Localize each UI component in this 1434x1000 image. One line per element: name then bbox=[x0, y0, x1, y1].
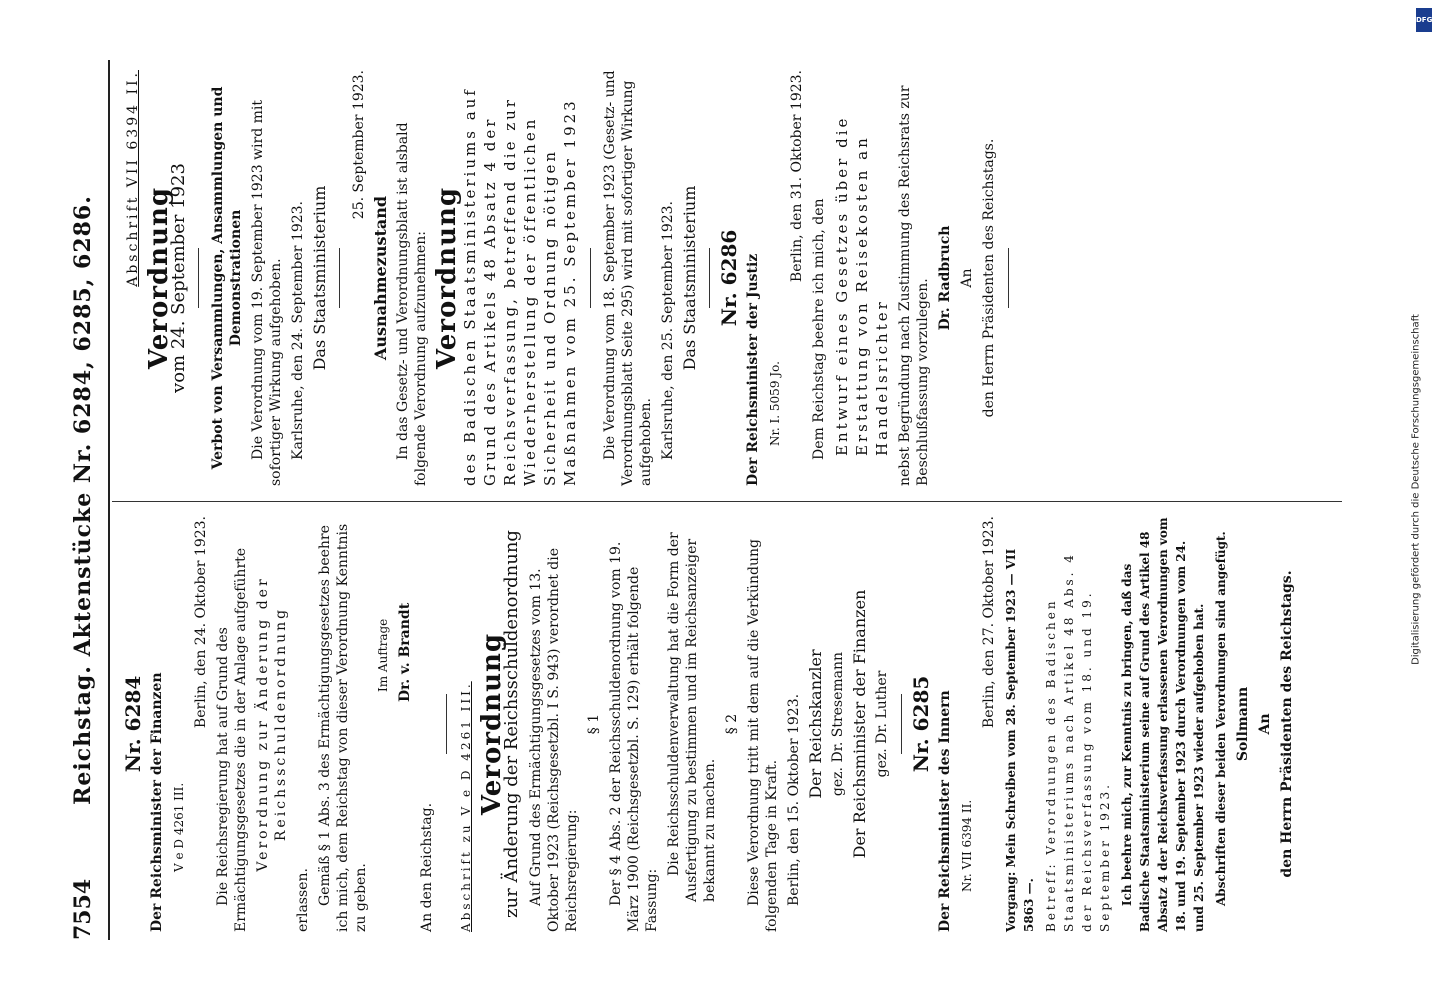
signatory-title: Das Staatsministerium bbox=[680, 185, 699, 371]
signatory-name: gez. Dr. Stresemann bbox=[830, 651, 846, 797]
section-heading: Ausnahmezustand bbox=[371, 195, 390, 361]
separator bbox=[198, 248, 199, 308]
separator bbox=[1008, 248, 1009, 308]
body-paragraph: Auf Grund des Ermächtigungsgesetzes vom 13. Oktober 1923 (Reichsgesetzbl. I S. 943) verordnet die Reichsregierung: bbox=[528, 547, 580, 932]
reference: Nr. I. 5059 Jo. bbox=[768, 361, 782, 446]
sender: Der Reichsminister der Finanzen bbox=[149, 672, 165, 932]
addressee: An den Reichstag. bbox=[419, 802, 435, 932]
page-heading: Reichstag. Aktenstücke Nr. 6284, 6285, 6286. bbox=[70, 195, 96, 805]
emphasized-title: Verordnung zur Änderung der Reichsschuldenordnung bbox=[255, 576, 289, 872]
body-paragraph: Diese Verordnung tritt mit dem auf die Verkündung folgenden Tage in Kraft. bbox=[746, 538, 780, 932]
ordinance-subtitle: vom 24. September 1923 bbox=[168, 163, 189, 393]
date-line: Karlsruhe, den 24. September 1923. bbox=[290, 201, 306, 460]
separator bbox=[901, 694, 902, 754]
document-number-6286: Nr. 6286 bbox=[717, 229, 741, 327]
document-number-6285: Nr. 6285 bbox=[909, 675, 933, 773]
signatory-title: Der Reichsminister der Finanzen bbox=[850, 589, 869, 859]
ordinance-title: Verordnung bbox=[144, 186, 174, 370]
body-paragraph: erlassen. bbox=[295, 868, 311, 932]
bill-title: Entwurf eines Gesetzes über die Erstattung von Reisekosten an Handelsrichter bbox=[833, 115, 891, 456]
ordinance-subtitle: zur Änderung der Reichsschuldenordnung bbox=[501, 530, 522, 918]
body-paragraph: nebst Begründung nach Zustimmung des Reichsrats zur Beschlußfassung vorzulegen. bbox=[897, 85, 931, 486]
body-paragraph: Dem Reichstag beehre ich mich, den bbox=[811, 198, 827, 460]
page-header bbox=[64, 60, 114, 940]
section-mark: § 1 bbox=[586, 713, 602, 735]
section-heading: Verbot von Versammlungen, Ansammlungen und Demonstrationen bbox=[210, 86, 244, 470]
header-rule bbox=[108, 60, 110, 940]
body-paragraph: In das Gesetz- und Verordnungsblatt ist alsbald folgende Verordnung aufzunehmen: bbox=[395, 122, 429, 486]
reference: V e D 4261 III. bbox=[172, 782, 186, 872]
separator bbox=[339, 248, 340, 308]
sender: Der Reichsminister des Innern bbox=[937, 690, 953, 932]
signature: Sollmann bbox=[1235, 686, 1251, 762]
an-label: An bbox=[959, 268, 975, 288]
addressee: den Herrn Präsidenten des Reichstags. bbox=[981, 138, 997, 418]
right-column bbox=[120, 70, 1019, 486]
abschrift-reference: Abschrift zu V e D 4261 III. bbox=[459, 681, 473, 932]
signatory-name: gez. Dr. Luther bbox=[874, 670, 890, 778]
page-number: 7554 bbox=[70, 878, 96, 940]
body-paragraph: Ich beehre mich, zur Kenntnis zu bringen, daß das Badische Staatsministerium seine auf Grund des Artikel 48 Absatz 4 der Reichsverfassung erlassenen Verordnungen vom 18. und 19. September 1923 durch Verordnungen vom 24. und 25. September 1923 wieder aufgehoben hat. bbox=[1120, 517, 1206, 932]
signature: Dr. Radbruch bbox=[937, 225, 953, 331]
digitization-note: Digitalisierung gefördert durch die Deutsche Forschungsgemeinschaft bbox=[1410, 314, 1422, 665]
column-divider bbox=[112, 501, 1342, 502]
date-line: Karlsruhe, den 25. September 1923. bbox=[660, 201, 676, 460]
ordinance-title: Verordnung bbox=[477, 632, 507, 816]
ordinance-title: Verordnung bbox=[432, 186, 462, 370]
body-paragraph: Die Verordnung vom 18. September 1923 (Gesetz- und Verordnungsblatt Seite 295) wird mit sofortiger Wirkung aufgehoben. bbox=[602, 70, 654, 486]
ordinance-description: des Badischen Staatsministeriums auf Grund des Artikels 48 Absatz 4 der Reichsverfassung, betreffend die zur Wiederherstellung der öffentlichen Sicherheit und Ordnung nötigen Maßnahmen vom 25. September 1923 bbox=[461, 87, 579, 486]
date-line: Berlin, den 24. Oktober 1923. bbox=[193, 516, 209, 729]
quoted-text: Die Reichsschuldenverwaltung hat die Form der Ausfertigung zu bestimmen und im Reichsanzeiger bekannt zu machen. bbox=[666, 532, 718, 902]
dfg-logo: DFG bbox=[1416, 8, 1432, 32]
separator bbox=[709, 248, 710, 308]
signatory-title: Der Reichskanzler bbox=[806, 649, 825, 799]
left-column bbox=[120, 516, 1300, 932]
sender: Der Reichsminister der Justiz bbox=[745, 253, 761, 486]
body-paragraph: Die Verordnung vom 19. September 1923 wird mit sofortiger Wirkung aufgehoben. bbox=[250, 99, 284, 486]
addressee: den Herrn Präsidenten des Reichstags. bbox=[1279, 570, 1295, 878]
signature: Dr. v. Brandt bbox=[397, 602, 413, 702]
body-paragraph: Abschriften dieser beiden Verordnungen sind angefügt. bbox=[1214, 531, 1228, 906]
section-mark: § 2 bbox=[724, 713, 740, 735]
date-line: 25. September 1923. bbox=[351, 70, 367, 220]
reference: Nr. VII 6394 II. bbox=[960, 799, 974, 892]
vorgang: Vorgang: Mein Schreiben vom 28. September 1923 — VII 5863 —. bbox=[1004, 548, 1036, 932]
body-paragraph: Gemäß § 1 Abs. 3 des Ermächtigungsgesetzes beehre ich mich, dem Reichstag von dieser Verordnung Kenntnis zu geben. bbox=[317, 523, 369, 932]
im-auftrage: Im Auftrage bbox=[376, 618, 390, 692]
date-line: Berlin, den 27. Oktober 1923. bbox=[981, 516, 997, 729]
signatory-title: Das Staatsministerium bbox=[310, 185, 329, 371]
rotated-document-page bbox=[64, 60, 1344, 940]
abschrift-reference: Abschrift VII 6394 II. bbox=[125, 70, 141, 287]
body-paragraph: Der § 4 Abs. 2 der Reichsschuldenordnung vom 19. März 1900 (Reichsgesetzbl. S. 129) erhält folgende Fassung: bbox=[608, 541, 660, 932]
document-number-6284: Nr. 6284 bbox=[121, 675, 145, 773]
an-label: An bbox=[1257, 713, 1273, 735]
betreff: Betreff: Verordnungen des Badischen Staatsministeriums nach Artikel 48 Abs. 4 der Reichsverfassung vom 18. und 19. September 1923. bbox=[1044, 552, 1112, 932]
separator bbox=[446, 694, 447, 754]
date-line: Berlin, den 15. Oktober 1923. bbox=[786, 693, 802, 906]
body-paragraph: Die Reichsregierung hat auf Grund des Ermächtigungsgesetzes die in der Anlage aufgeführte bbox=[215, 547, 249, 932]
date-line: Berlin, den 31. Oktober 1923. bbox=[789, 70, 805, 283]
separator bbox=[590, 248, 591, 308]
